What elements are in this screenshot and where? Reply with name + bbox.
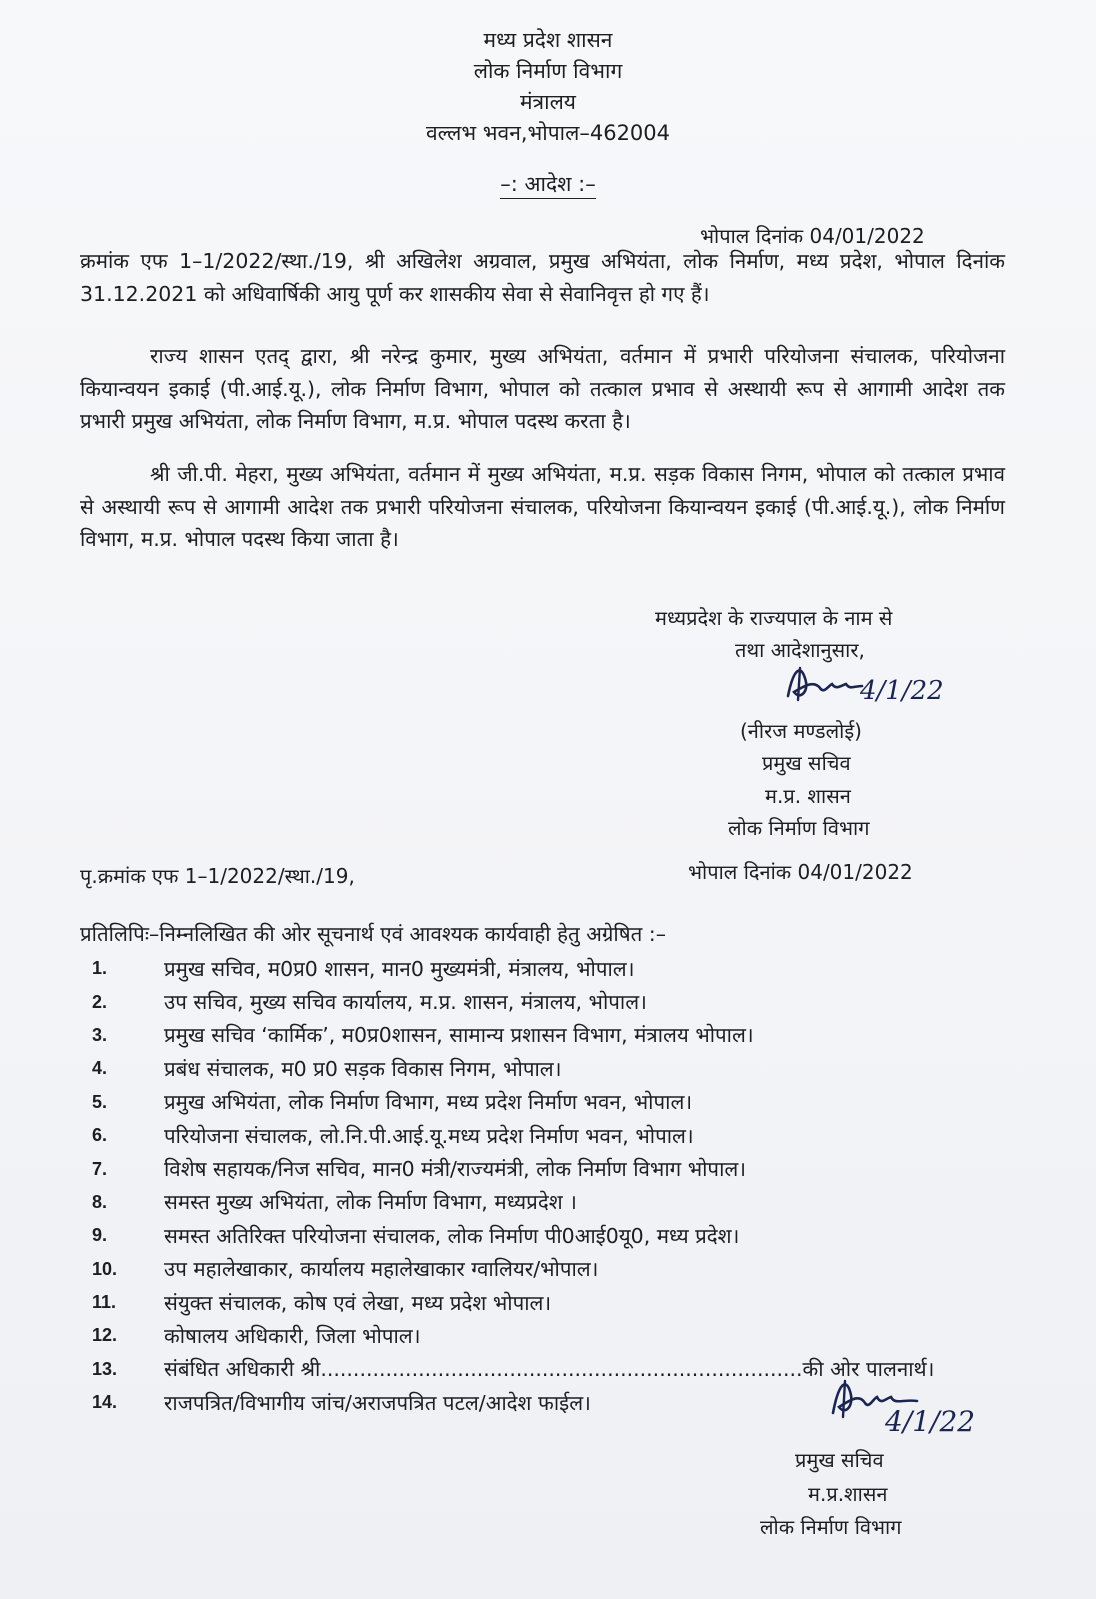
copy-recipient-item: [92, 1086, 1052, 1119]
signature-1-date: 4/1/22: [860, 676, 944, 706]
copy-recipient-number: 14.: [92, 1392, 118, 1413]
copy-recipient-item: [92, 1019, 1052, 1052]
copy-recipient-text: परियोजना संचालक, लो.नि.पी.आई.यू.मध्य प्रदेश निर्माण भवन, भोपाल।: [164, 1123, 694, 1148]
signatory-2-department: लोक निर्माण विभाग: [760, 1515, 902, 1539]
copy-recipient-item: [92, 1253, 1052, 1286]
copy-to-line: प्रतिलिपिः–निम्नलिखित की ओर सूचनार्थ एवं आवश्यक कार्यवाही हेतु अग्रेषित :–: [80, 922, 666, 946]
copy-recipient-text: उप सचिव, मुख्य सचिव कार्यालय, म.प्र. शासन, मंत्रालय, भोपाल।: [164, 990, 647, 1015]
letterhead-address: वल्लभ भवन,भोपाल–462004: [425, 121, 671, 145]
paragraph-2: राज्य शासन एतद् द्वारा, श्री नरेन्द्र कुमार, मुख्य अभियंता, वर्तमान में प्रभारी परियोजना संचालक, परियोजना कियान्वयन इकाई (पी.आई.यू.), लोक निर्माण विभाग, भोपाल को तत्काल प्रभाव से अस्थायी रूप से आगामी आदेश तक प्रभारी प्रमुख अभियंता, लोक निर्माण विभाग, म.प्र. भोपाल पदस्थ करता है।: [80, 344, 1005, 433]
paragraph-1: क्रमांक एफ 1–1/2022/स्था./19, श्री अखिलेश अग्रवाल, प्रमुख अभियंता, लोक निर्माण, मध्य प्रदेश, भोपाल दिनांक 31.12.2021 को अधिवार्षिकी आयु पूर्ण कर शासकीय सेवा से सेवानिवृत्त हो गए हैं।: [80, 249, 1006, 306]
copy-recipient-text: संबंधित अधिकारी श्री..........................................................................की ओर पालनार्थ।: [164, 1357, 935, 1382]
endorsement-reference: पृ.क्रमांक एफ 1–1/2022/स्था./19,: [80, 864, 355, 888]
copy-recipient-text: प्रबंध संचालक, म0 प्र0 सड़क विकास निगम, भोपाल।: [164, 1056, 562, 1081]
copy-recipient-text: प्रमुख सचिव, म0प्र0 शासन, मान0 मुख्यमंत्री, मंत्रालय, भोपाल।: [164, 956, 635, 981]
signatory-designation: प्रमुख सचिव: [762, 751, 851, 775]
order-date: भोपाल दिनांक 04/01/2022: [700, 224, 925, 248]
copy-recipient-text: कोषालय अधिकारी, जिला भोपाल।: [164, 1323, 421, 1348]
copy-recipient-number: 2.: [92, 991, 108, 1012]
copy-recipient-number: 4.: [92, 1058, 108, 1079]
copy-recipient-number: 9.: [92, 1225, 108, 1246]
copy-recipient-number: 13.: [92, 1358, 118, 1379]
letterhead-department: लोक निर्माण विभाग: [473, 59, 623, 83]
copy-recipient-number: 10.: [92, 1258, 118, 1279]
copy-recipient-text: प्रमुख अभियंता, लोक निर्माण विभाग, मध्य प्रदेश निर्माण भवन, भोपाल।: [164, 1090, 693, 1115]
copy-recipient-number: 1.: [92, 958, 108, 979]
order-title: –: आदेश :–: [500, 172, 595, 199]
copy-recipient-number: 12.: [92, 1325, 118, 1346]
copy-recipient-text: उप महालेखाकार, कार्यालय महालेखाकार ग्वालियर/भोपाल।: [164, 1257, 599, 1282]
letterhead-ministry: मंत्रालय: [519, 90, 576, 114]
copy-recipient-text: विशेष सहायक/निज सचिव, मान0 मंत्री/राज्यमंत्री, लोक निर्माण विभाग भोपाल।: [164, 1157, 747, 1182]
paragraph-3: श्री जी.पी. मेहरा, मुख्य अभियंता, वर्तमान में मुख्य अभियंता, म.प्र. सड़क विकास निगम, भोपाल को तत्काल प्रभाव से अस्थायी रूप से आगामी आदेश तक प्रभारी परियोजना संचालक, परियोजना कियान्वयन इकाई (पी.आई.यू.), लोक निर्माण विभाग, म.प्र. भोपाल पदस्थ किया जाता है।: [80, 462, 1005, 551]
copy-recipient-number: 6.: [92, 1125, 108, 1146]
signature-1: [780, 656, 980, 716]
signature-2-date: 4/1/22: [885, 1405, 976, 1438]
copy-recipient-list: [92, 952, 1052, 1419]
copy-recipient-item: [92, 1052, 1052, 1085]
copy-recipient-item: [92, 1119, 1052, 1152]
copy-recipient-text: राजपत्रित/विभागीय जांच/अराजपत्रित पटल/आदेश फाईल।: [164, 1390, 591, 1415]
signatory-2-designation: प्रमुख सचिव: [795, 1448, 884, 1472]
signatory-2-office: म.प्र.शासन: [808, 1482, 888, 1506]
copy-recipient-number: 3.: [92, 1024, 108, 1045]
copy-recipient-text: संयुक्त संचालक, कोष एवं लेखा, मध्य प्रदेश भोपाल।: [164, 1290, 552, 1315]
copy-recipient-item: [92, 1152, 1052, 1185]
copy-recipient-item: [92, 1219, 1052, 1252]
copy-recipient-item: [92, 1319, 1052, 1352]
letterhead-government: मध्य प्रदेश शासन: [483, 28, 613, 52]
copy-recipient-number: 8.: [92, 1191, 108, 1212]
copy-recipient-text: समस्त अतिरिक्त परियोजना संचालक, लोक निर्माण पी0आई0यू0, मध्य प्रदेश।: [164, 1223, 740, 1248]
copy-recipient-text: समस्त मुख्य अभियंता, लोक निर्माण विभाग, मध्यप्रदेश ।: [164, 1190, 577, 1215]
copy-recipient-number: 7.: [92, 1158, 108, 1179]
copy-recipient-item: [92, 985, 1052, 1018]
endorsement-date: भोपाल दिनांक 04/01/2022: [688, 860, 913, 884]
copy-recipient-item: [92, 952, 1052, 985]
copy-recipient-text: प्रमुख सचिव ‘कार्मिक’, म0प्र0शासन, सामान्य प्रशासन विभाग, मंत्रालय भोपाल।: [164, 1023, 754, 1048]
letterhead: [0, 25, 1096, 149]
copy-recipient-item: [92, 1286, 1052, 1319]
signatory-department: लोक निर्माण विभाग: [728, 816, 870, 840]
governor-authority-line: मध्यप्रदेश के राज्यपाल के नाम से: [655, 606, 893, 630]
copy-recipient-number: 11.: [92, 1292, 117, 1313]
signature-2: [825, 1365, 1015, 1445]
order-title-wrap: [0, 170, 1096, 198]
signatory-name: (नीरज मण्डलोई): [740, 719, 862, 743]
copy-recipient-number: 5.: [92, 1091, 108, 1112]
as-ordered-line: तथा आदेशानुसार,: [735, 638, 865, 662]
signatory-office: म.प्र. शासन: [765, 784, 851, 808]
copy-recipient-item: [92, 1186, 1052, 1219]
